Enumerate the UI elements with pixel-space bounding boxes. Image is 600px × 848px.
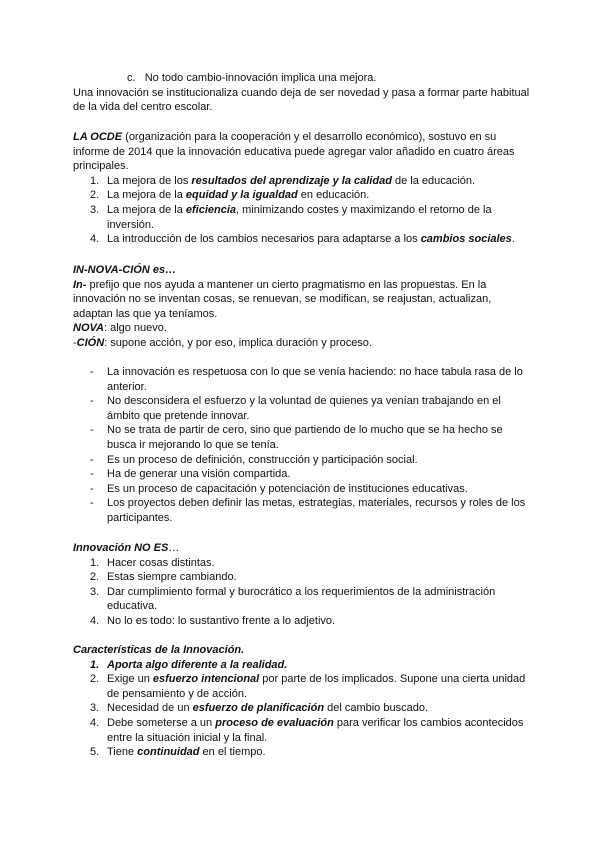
dash-marker: - xyxy=(90,468,94,481)
list-number: 2. xyxy=(90,571,100,584)
cion-prefix: - xyxy=(73,336,77,349)
list-text: , minimizando costes y maximizando el retorno de la inversión. xyxy=(107,203,492,231)
list-number: 3. xyxy=(90,585,100,598)
list-marker: c. xyxy=(127,72,136,84)
list-number: 5. xyxy=(90,746,100,759)
dash-marker: - xyxy=(90,482,94,495)
list-text: No todo cambio-innovación implica una mejora. xyxy=(144,72,377,84)
list-item xyxy=(73,203,533,232)
list-item xyxy=(73,570,533,585)
list-text: La innovación es respetuosa con lo que se venía haciendo: no hace tabula rasa de lo anterior. xyxy=(107,366,523,393)
list-text: La mejora de la xyxy=(107,203,186,216)
list-number: 2. xyxy=(90,189,100,202)
in-text: prefijo que nos ayuda a mantener un cierto pragmatismo en las propuestas. En la innovación no se inventan cosas, se renuevan, se modifican, se reajustan, actualizan, adaptan las que ya teníamos. xyxy=(73,278,492,320)
list-item xyxy=(73,716,533,745)
innovacion-dash-list xyxy=(73,365,533,526)
in-definition xyxy=(73,278,533,322)
list-item xyxy=(73,232,533,247)
list-item xyxy=(73,453,533,468)
list-emphasis: Aporta algo diferente a la realidad. xyxy=(107,658,288,671)
list-text: en educación. xyxy=(297,189,370,202)
list-number: 4. xyxy=(90,614,100,627)
no-es-heading-suffix: … xyxy=(168,542,180,554)
list-text: La introducción de los cambios necesarios para adaptarse a los xyxy=(107,233,421,246)
list-text: para verificar los cambios acontecidos entre la situación inicial y la final. xyxy=(107,716,524,744)
intro-paragraph: Una innovación se institucionaliza cuando deja de ser novedad y pasa a formar parte habitual de la vida del centro escolar. xyxy=(73,86,530,114)
dash-marker: - xyxy=(90,453,94,466)
list-number: 4. xyxy=(90,716,100,729)
list-emphasis: esfuerzo de planificación xyxy=(192,702,325,715)
no-es-section xyxy=(73,541,533,629)
list-item xyxy=(73,614,533,629)
list-text: Los proyectos deben definir las metas, estrategias, materiales, recursos y roles de los participantes. xyxy=(107,497,526,524)
list-item xyxy=(73,745,533,760)
list-emphasis: proceso de evaluación xyxy=(215,716,334,729)
ocde-section xyxy=(73,130,533,247)
list-number: 1. xyxy=(90,174,100,187)
list-item xyxy=(73,658,533,673)
list-item xyxy=(73,556,533,571)
list-text: Ha de generar una visión compartida. xyxy=(107,468,291,481)
cion-label: CIÓN xyxy=(76,336,105,349)
list-text: Dar cumplimiento formal y burocrático a los requerimientos de la administración educativa. xyxy=(107,585,496,613)
list-item xyxy=(73,467,533,482)
list-item-c xyxy=(73,71,533,86)
list-item xyxy=(73,174,533,189)
list-text: Estas siempre cambiando. xyxy=(107,571,237,584)
dash-marker: - xyxy=(90,366,94,378)
list-text: . xyxy=(511,233,515,246)
list-text: La mejora de la xyxy=(107,189,186,202)
list-text: Exige un xyxy=(107,673,153,686)
list-item xyxy=(73,423,533,452)
list-text: Necesidad de un xyxy=(107,702,193,715)
dash-marker: - xyxy=(90,424,94,437)
list-emphasis: cambios sociales xyxy=(420,233,512,246)
list-emphasis: continuidad xyxy=(137,746,200,759)
list-text: de la educación. xyxy=(391,174,476,187)
list-item xyxy=(73,394,533,423)
dash-marker: - xyxy=(90,395,94,408)
caracteristicas-section xyxy=(73,643,533,760)
list-item xyxy=(73,585,533,614)
list-number: 1. xyxy=(90,658,100,671)
caracteristicas-list xyxy=(73,658,533,760)
list-number: 4. xyxy=(90,233,100,246)
list-number: 1. xyxy=(90,556,100,569)
ocde-label: LA OCDE xyxy=(73,131,123,143)
list-text: Es un proceso de capacitación y potenciación de instituciones educativas. xyxy=(107,482,468,495)
list-number: 2. xyxy=(90,673,100,686)
list-emphasis: esfuerzo intencional xyxy=(152,673,260,686)
list-emphasis: eficiencia xyxy=(185,203,237,216)
no-es-list xyxy=(73,556,533,629)
in-label: In- xyxy=(73,278,87,291)
cion-definition xyxy=(73,336,533,351)
nova-definition xyxy=(73,321,533,336)
list-emphasis: resultados del aprendizaje y la calidad xyxy=(191,174,392,187)
list-text: La mejora de los xyxy=(107,174,192,187)
list-number: 3. xyxy=(90,203,100,216)
list-text: No se trata de partir de cero, sino que partiendo de lo mucho que se ha hecho se busca ir mejorando lo que se tenía. xyxy=(107,424,503,451)
ocde-list xyxy=(73,174,533,247)
list-item xyxy=(73,365,533,394)
innovacion-section xyxy=(73,263,533,351)
no-es-heading-text: Innovación NO ES xyxy=(73,542,169,554)
list-item xyxy=(73,482,533,497)
no-es-heading xyxy=(73,541,533,556)
list-text: Tiene xyxy=(107,746,138,759)
list-text: del cambio buscado. xyxy=(324,702,428,715)
nova-text: : algo nuevo. xyxy=(103,322,167,335)
innovacion-heading: IN-NOVA-CIÓN es… xyxy=(73,264,177,276)
list-text: No desconsidera el esfuerzo y la voluntad de quienes ya venían trabajando en el ámbito que pretende innovar. xyxy=(107,395,501,422)
list-item xyxy=(73,701,533,716)
list-text: por parte de los implicados. Supone una cierta unidad de pensamiento y de acción. xyxy=(107,673,526,700)
list-emphasis: equidad y la igualdad xyxy=(185,189,298,202)
ocde-text: (organización para la cooperación y el desarrollo económico), sostuvo en su informe de 2014 que la innovación educativa puede agregar valor añadido en cuatro áreas principales. xyxy=(73,131,515,173)
nova-label: NOVA xyxy=(73,322,104,335)
list-text: Debe someterse a un xyxy=(107,716,216,729)
list-text: en el tiempo. xyxy=(199,746,266,759)
dash-marker: - xyxy=(90,497,94,510)
list-text: No lo es todo: lo sustantivo frente a lo adjetivo. xyxy=(107,614,336,627)
intro-block xyxy=(73,71,533,115)
list-item xyxy=(73,496,533,525)
list-item xyxy=(73,672,533,701)
list-text: Hacer cosas distintas. xyxy=(107,556,215,569)
cion-text: : supone acción, y por eso, implica duración y proceso. xyxy=(104,336,372,349)
list-text: Es un proceso de definición, construcción y participación social. xyxy=(107,453,418,466)
caracteristicas-heading: Características de la Innovación. xyxy=(73,644,245,656)
ocde-paragraph xyxy=(73,130,533,174)
list-item xyxy=(73,188,533,203)
list-number: 3. xyxy=(90,702,100,715)
